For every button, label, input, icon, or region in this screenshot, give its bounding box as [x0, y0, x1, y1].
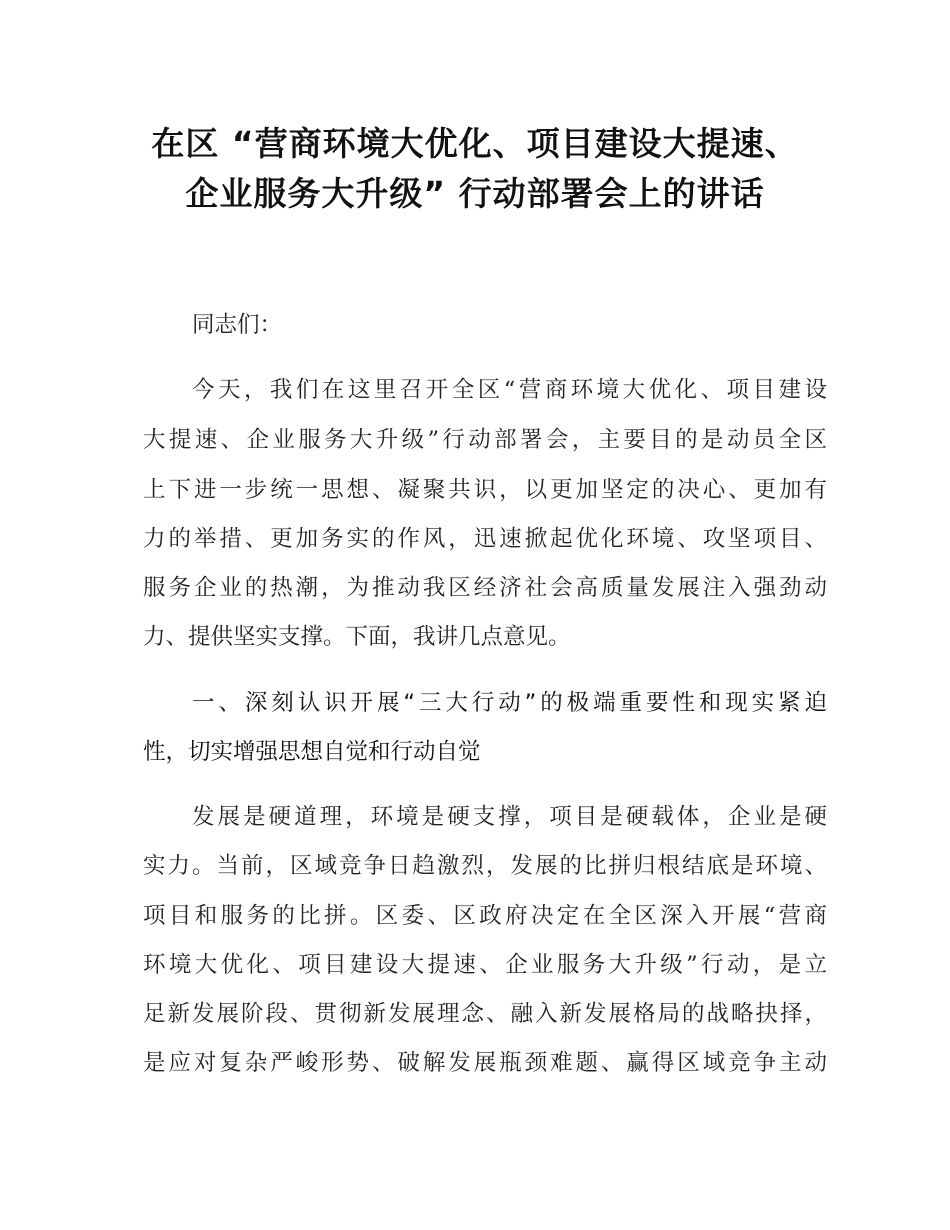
paragraph-1-line: 力、提供坚实支撑。下面，我讲几点意见。 — [143, 624, 571, 650]
paragraph-2-line: 是应对复杂严峻形势、破解发展瓶颈难题、赢得区域竞争主动 — [143, 1050, 827, 1076]
paragraph-2-line: 项目和服务的比拼。区委、区政府决定在全区深入开展“营商 — [143, 903, 827, 929]
section-heading-line: 性，切实增强思想自觉和行动自觉 — [143, 739, 481, 765]
paragraph-1-line: 上下进一步统一思想、凝聚共识，以更加坚定的决心、更加有 — [143, 477, 827, 503]
paragraph-1-line: 力的举措、更加务实的作风，迅速掀起优化环境、攻坚项目、 — [143, 526, 827, 552]
paragraph-2-line: 环境大优化、项目建设大提速、企业服务大升级”行动，是立 — [143, 952, 827, 978]
paragraph-2-line: 发展是硬道理，环境是硬支撑，项目是硬载体，企业是硬 — [192, 804, 827, 830]
paragraph-1-line: 今天，我们在这里召开全区“营商环境大优化、项目建设 — [192, 377, 827, 403]
paragraph-1-line: 服务企业的热潮，为推动我区经济社会高质量发展注入强劲动 — [143, 575, 827, 601]
section-heading-line: 一、深刻认识开展“三大行动”的极端重要性和现实紧迫 — [192, 690, 827, 716]
salutation: 同志们： — [192, 312, 283, 338]
paragraph-2-line: 足新发展阶段、贯彻新发展理念、融入新发展格局的战略抉择， — [143, 1001, 827, 1027]
paragraph-1-line: 大提速、企业服务大升级”行动部署会，主要目的是动员全区 — [143, 427, 827, 453]
document-title-line-1: 在区 “营商环境大优化、项目建设大提速、 — [151, 124, 799, 163]
paragraph-2-line: 实力。当前，区域竞争日趋激烈，发展的比拼归根结底是环境、 — [143, 853, 827, 879]
document-title-line-2: 企业服务大升级” 行动部署会上的讲话 — [185, 174, 765, 213]
